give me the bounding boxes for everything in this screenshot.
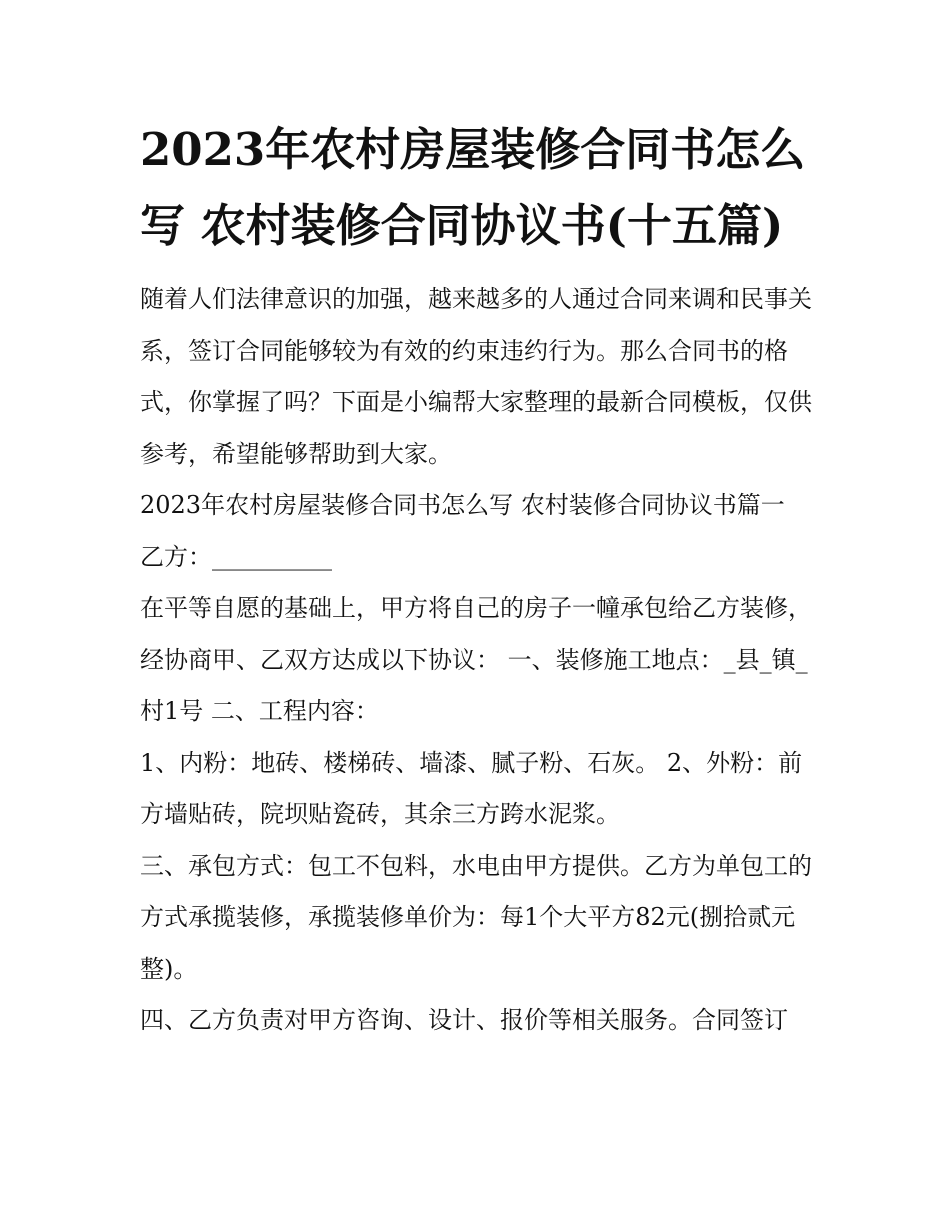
service-paragraph: 四、乙方负责对甲方咨询、设计、报价等相关服务。合同签订 <box>140 1006 788 1034</box>
section-heading: 2023年农村房屋装修合同书怎么写 农村装修合同协议书篇一 <box>140 491 785 519</box>
contract-method-paragraph: 三、承包方式：包工不包料，水电由甲方提供。乙方为单包工的方式承揽装修，承揽装修单价为：每1个大平方82元(捌拾贰元整)。 <box>140 851 812 983</box>
agreement-paragraph: 在平等自愿的基础上，甲方将自己的房子一幢承包给乙方装修，经协商甲、乙双方达成以下协议： 一、装修施工地点：_县_镇_村1号 二、工程内容： <box>140 594 812 725</box>
intro-paragraph: 随着人们法律意识的加强，越来越多的人通过合同来调和民事关系，签订合同能够较为有效的约束违约行为。那么合同书的格式，你掌握了吗？下面是小编帮大家整理的最新合同模板，仅供参考，希望能够帮助到大家。 <box>140 285 812 468</box>
document-title: 2023年农村房屋装修合同书怎么写 农村装修合同协议书(十五篇) <box>140 123 806 252</box>
work-content-paragraph: 1、内粉：地砖、楼梯砖、墙漆、腻子粉、石灰。 2、外粉：前方墙贴砖，院坝贴瓷砖，其余三方跨水泥浆。 <box>140 748 803 828</box>
party-b-line: 乙方：__________ <box>140 542 332 571</box>
document-page <box>140 112 815 1047</box>
